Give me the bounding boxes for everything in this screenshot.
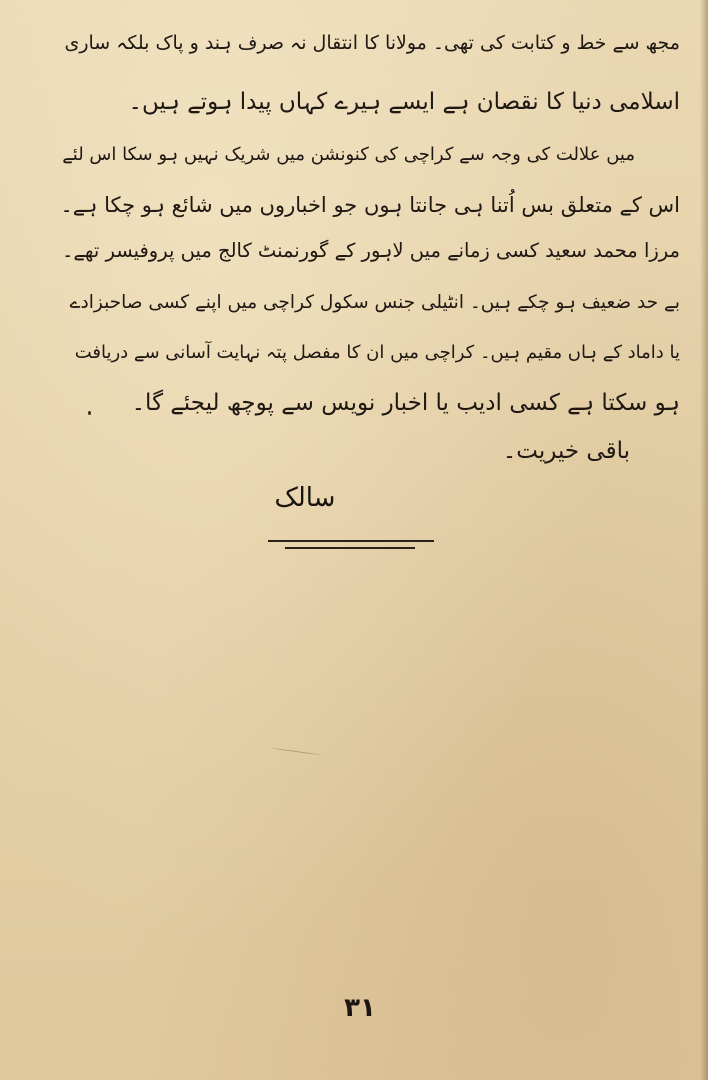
letter-line-1: مجھ سے خط و کتابت کی تھی۔ مولانا کا انتقال نہ صرف ہند و پاک بلکہ ساری xyxy=(64,32,680,54)
letter-line-3: میں علالت کی وجہ سے کراچی کی کنونشن میں شریک نہیں ہو سکا اس لئے xyxy=(62,144,635,165)
divider-rule-second xyxy=(285,547,415,549)
page-edge-shadow xyxy=(700,0,708,1080)
letter-line-7: یا داماد کے ہاں مقیم ہیں۔ کراچی میں ان کا مفصل پتہ نہایت آسانی سے دریافت xyxy=(74,342,680,363)
letter-closing: باقی خیریت۔ xyxy=(502,438,630,464)
letter-line-5: مرزا محمد سعید کسی زمانے میں لاہور کے گورنمنٹ کالج میں پروفیسر تھے۔ xyxy=(61,239,680,262)
letter-line-2: اسلامی دنیا کا نقصان ہے ایسے ہیرے کہاں پیدا ہوتے ہیں۔ xyxy=(128,89,680,115)
letter-line-8: ہو سکتا ہے کسی ادیب یا اخبار نویس سے پوچھ لیجئے گا۔ xyxy=(131,390,680,416)
letter-line-4: اس کے متعلق بس اُتنا ہی جانتا ہوں جو اخباروں میں شائع ہو چکا ہے۔ xyxy=(60,193,680,217)
page-number: ۳۱ xyxy=(344,993,376,1023)
divider-rule xyxy=(268,540,434,542)
paper-scratch xyxy=(271,748,321,756)
letter-line-6: بے حد ضعیف ہو چکے ہیں۔ انٹیلی جنس سکول کراچی میں اپنے کسی صاحبزادے xyxy=(69,292,680,313)
ink-speck xyxy=(88,411,91,415)
signature: سالک xyxy=(274,483,336,513)
